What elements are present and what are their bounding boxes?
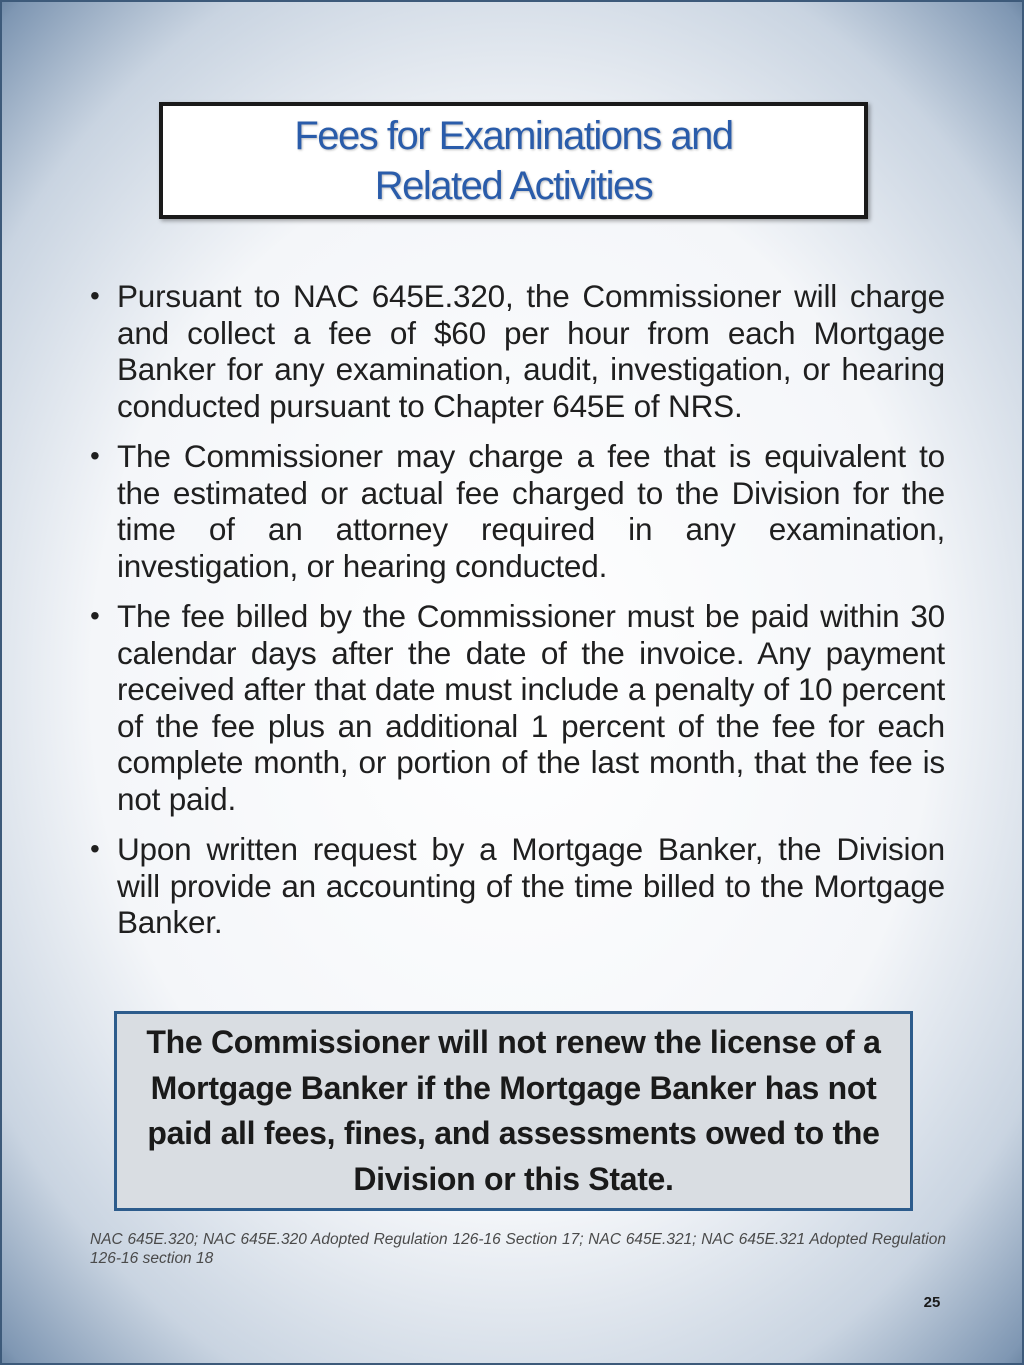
bullet-text: Pursuant to NAC 645E.320, the Commissioner will charge and collect a fee of $60 per hour from each Mortgage Banker for any examination, audit, investigation, or hearing conducted pursuant to Chapter 645E of NRS. xyxy=(117,278,945,424)
bullet-item xyxy=(90,598,945,817)
bullet-item xyxy=(90,831,945,941)
bullet-icon: • xyxy=(90,833,100,864)
bullet-item xyxy=(90,438,945,584)
bullet-text: Upon written request by a Mortgage Banker, the Division will provide an accounting of the time billed to the Mortgage Banker. xyxy=(117,831,945,940)
bullet-icon: • xyxy=(90,280,100,311)
bullet-icon: • xyxy=(90,600,100,631)
page-number: 25 xyxy=(923,1294,941,1311)
bullet-icon: • xyxy=(90,440,100,471)
bullet-text: The fee billed by the Commissioner must be paid within 30 calendar days after the date of the invoice. Any payment received after that date must include a penalty of 10 percent of the fee plus an additional 1 percent of the fee for each complete month, or portion of the last month, that the fee is not paid. xyxy=(117,598,945,817)
bullet-list xyxy=(90,278,945,955)
bullet-text: The Commissioner may charge a fee that is equivalent to the estimated or actual fee charged to the Division for the time of an attorney required in any examination, investigation, or hearing conducted. xyxy=(117,438,945,584)
title-line-2: Related Activities xyxy=(374,163,653,208)
title-box xyxy=(159,102,868,219)
citation-footnote: NAC 645E.320; NAC 645E.320 Adopted Regulation 126-16 Section 17; NAC 645E.321; NAC 645E.321 Adopted Regulation 126-16 section 18 xyxy=(90,1231,946,1267)
callout-box xyxy=(114,1011,913,1211)
callout-text: The Commissioner will not renew the license of a Mortgage Banker if the Mortgage Banker has not paid all fees, fines, and assessments owed to the Division or this State. xyxy=(146,1024,881,1197)
title-line-1: Fees for Examinations and xyxy=(294,113,733,158)
bullet-item xyxy=(90,278,945,424)
